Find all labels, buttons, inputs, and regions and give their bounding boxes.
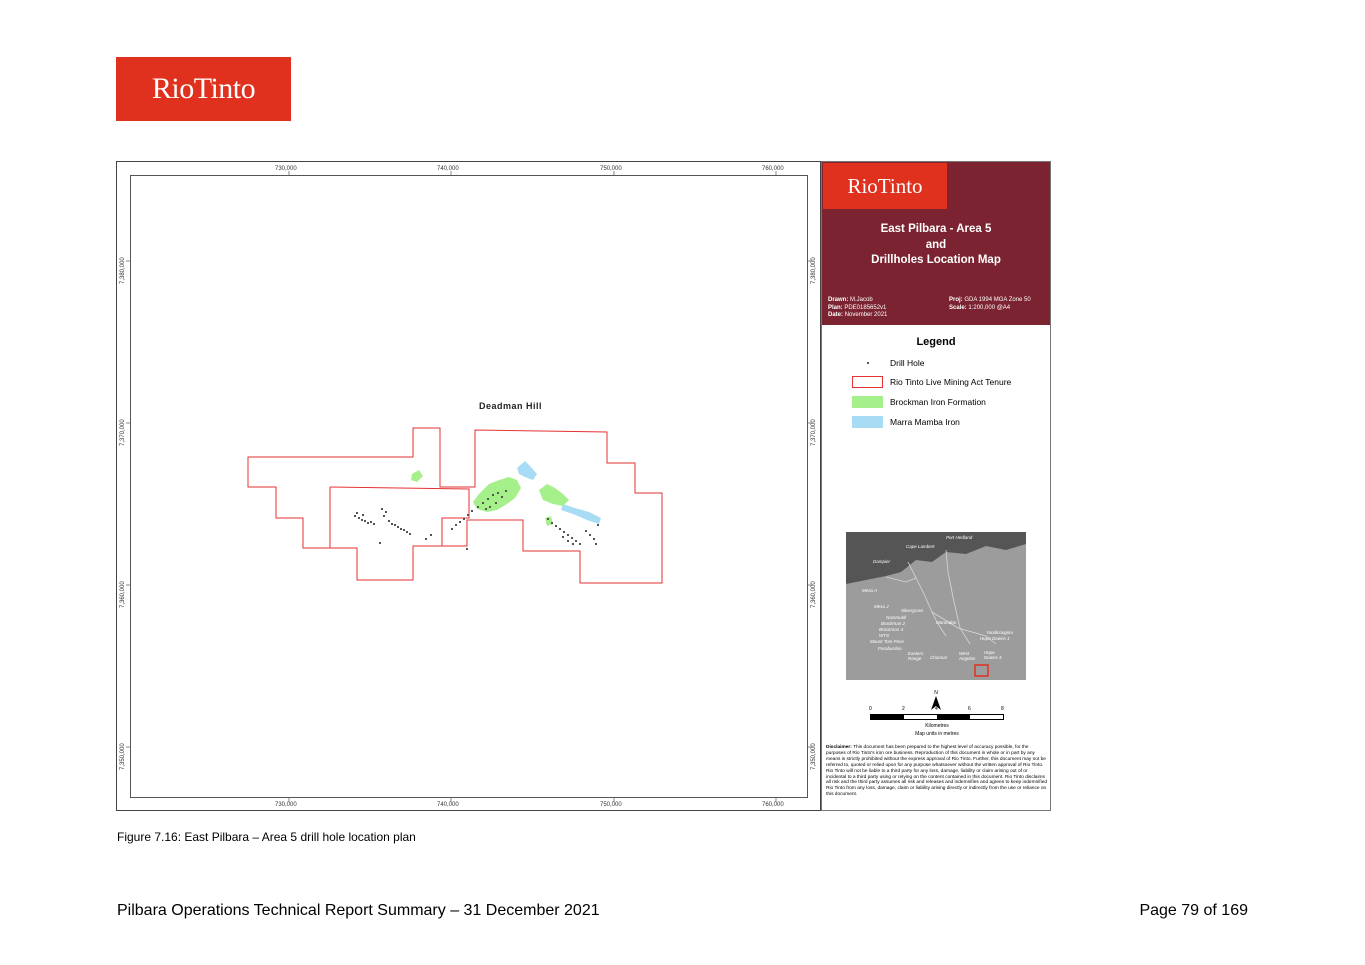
inset-label-port-hedland: Port Hedland [946,535,973,540]
y-tick-left-7380000: 7,380,000 [120,257,126,284]
inset-label-hope-downs4: Hope Downs 4 [984,650,1002,660]
drill-hole [477,506,479,508]
inset-label-cape-lambert: Cape Lambert [906,544,935,549]
inset-label-mesa-j: Mesa J [874,604,889,609]
scale-unit: Kilometres [925,723,949,729]
inset-label-marandoo: Marandoo [936,620,957,625]
drill-hole [466,548,468,550]
drill-hole [385,511,387,513]
inset-label-channar: Channar [930,655,948,660]
y-tick-right-7370000: 7,370,000 [811,419,817,446]
drill-hole [572,543,574,545]
drill-hole [563,531,565,533]
drill-hole [354,515,356,517]
map-title [822,222,1050,269]
map-legend-panel [821,161,1051,811]
map-meta-left [828,297,887,320]
drill-hole [505,490,507,492]
inset-label-nammuldi: Nammuldi [886,615,907,620]
map-title-line1: East Pilbara - Area 5 [880,223,992,235]
figure-caption: Figure 7.16: East Pilbara – Area 5 drill hole location plan [117,830,416,844]
inset-label-mesa-a: Mesa A [862,588,878,593]
scale-value: 1:200,000 @A4 [968,304,1011,311]
drill-hole-swatch [852,357,883,369]
panel-header [822,162,1050,325]
drill-hole [585,530,587,532]
scale-tick-8: 8 [1001,706,1004,712]
map-title-line3: Drillholes Location Map [871,254,1001,266]
drill-hole [559,528,561,530]
y-tick-right-7350000: 7,350,000 [811,743,817,770]
drill-hole [403,529,405,531]
map-units-note: Map units in metres [915,731,959,737]
x-tick-bottom-760000: 760,000 [762,802,784,808]
map-title-line2: and [925,238,947,251]
rio-tinto-logo [116,57,291,121]
panel-logo [823,163,947,209]
drill-hole [383,515,385,517]
drill-hole [501,496,503,498]
scale-tick-0: 0 [869,706,872,712]
drill-hole [381,508,383,510]
legend-item-brockman [852,396,986,408]
date-label: Date: [828,312,844,318]
disclaimer-text: This document has been prepared to the highest level of accuracy possible, for the purposes of Rio Tinto's iron ore business. Reproduction of this document in whole or in part by any means is strictly prohibited without the express approval of Rio Tinto. Further, this document may not be referred to, quoted or relied upon for any purpose whatsoever without the written approval of Rio Tinto. Rio Tinto will not be liable to a third party for any loss, damage, liability or claim arising out of or incidental to a third party using or relying on the content contained in this document. Rio Tinto disclaims all risk and the third party assumes all risk and releases and indemnifies and agrees to keep indemnified Rio Tinto from any loss, damage, claim or liability arising directly or indirectly from the use or reliance on this document. [826,745,1048,798]
proj-label: Proj: [949,297,963,303]
legend-item-tenure [852,376,1011,388]
x-tick-bottom-740000: 740,000 [437,802,459,808]
brockman-areas [411,470,569,526]
drill-hole [406,531,408,533]
legend-label-drill-hole: Drill Hole [890,358,925,368]
panel-logo-text: RioTinto [847,173,923,198]
drill-hole [482,502,484,504]
drill-hole [394,524,396,526]
drill-hole [555,525,557,527]
disclaimer [826,745,1048,798]
y-tick-left-7350000: 7,350,000 [120,743,126,770]
drill-hole [373,523,375,525]
drill-hole [551,522,553,524]
drill-hole [492,494,494,496]
drill-hole [451,528,453,530]
drill-hole [471,510,473,512]
drill-hole [487,498,489,500]
drill-hole [362,514,364,516]
drill-hole [430,534,432,536]
y-tick-left-7370000: 7,370,000 [120,419,126,446]
map-drawing [117,162,822,812]
drill-hole [579,543,581,545]
inset-label-brockman4: Brockman 4 [879,627,904,632]
inset-label-brockman2: Brockman 2 [881,621,906,626]
inset-label-silvergrass: Silvergrass [901,608,924,613]
footer-title: Pilbara Operations Technical Report Summary – 31 December 2021 [117,902,600,919]
y-tick-right-7380000: 7,380,000 [811,257,817,284]
proj-value: GDA 1994 MGA Zone 50 [964,297,1031,303]
drill-hole [489,506,491,508]
drill-hole [595,543,597,545]
legend-title: Legend [916,336,956,348]
drawn-value: M.Jacob [850,297,873,303]
legend-label-tenure: Rio Tinto Live Mining Act Tenure [890,377,1012,387]
drill-hole [567,534,569,536]
drill-hole [361,519,363,521]
y-tick-right-7360000: 7,360,000 [811,581,817,608]
drill-hole [575,540,577,542]
drill-hole [370,521,372,523]
tenure-boundaries [248,428,662,583]
x-tick-top-750000: 750,000 [600,166,622,172]
north-label: N [934,690,938,696]
inset-label-yandicoogina: Yandicoogina [986,630,1013,635]
deadman-hill-label: Deadman Hill [479,401,543,411]
drill-hole [497,492,499,494]
drill-hole [485,508,487,510]
inset-label-hope-downs1: Hope Downs 1 [980,636,1010,641]
drill-hole [562,536,564,538]
drill-hole [571,537,573,539]
drill-hole [567,540,569,542]
drill-hole [364,520,366,522]
inset-label-mount-tom-price: Mount Tom Price [870,639,904,644]
map-meta-right [949,297,1031,312]
drill-hole [597,524,599,526]
x-tick-bottom-750000: 750,000 [600,802,622,808]
drill-hole [467,514,469,516]
brockman-swatch [852,396,883,408]
legend-item-marra-mamba [852,416,960,428]
drill-hole [356,512,358,514]
drill-hole [391,523,393,525]
drill-hole [589,534,591,536]
date-value: November 2021 [844,312,888,318]
drill-hole [463,518,465,520]
drill-hole [425,538,427,540]
scale-tick-4: 4 [935,706,938,712]
map-frame [116,161,821,811]
disclaimer-label: Disclaimer: [826,745,852,750]
drill-hole [455,524,457,526]
legend-label-marra-mamba: Marra Mamba Iron [890,417,960,427]
x-tick-bottom-730000: 730,000 [275,802,297,808]
inset-label-wts: WTS [879,633,889,638]
drill-hole [358,517,360,519]
logo-text: RioTinto [151,72,256,105]
legend-label-brockman: Brockman Iron Formation [890,397,986,407]
inset-label-eastern-range: Eastern Range [908,651,924,661]
drill-hole [495,502,497,504]
drill-hole [397,526,399,528]
locality-inset-map [846,532,1026,680]
x-tick-top-740000: 740,000 [437,166,459,172]
inset-label-west-angelas: West Angelas [959,651,976,661]
scale-tick-6: 6 [968,706,971,712]
x-tick-top-760000: 760,000 [762,166,784,172]
scale-bar-graphic [870,714,1004,720]
drill-hole [459,521,461,523]
page-number: Page 79 of 169 [1139,902,1248,919]
inset-label-paraburdoo: Paraburdoo [878,646,902,651]
legend-item-drill-hole [852,357,924,369]
drill-hole [547,518,549,520]
drill-hole [388,520,390,522]
drill-hole [400,528,402,530]
tenure-swatch [852,376,883,388]
plan-value: PDE0185652v1 [844,304,887,311]
plan-label: Plan: [828,304,843,311]
scale-bar [869,706,1004,737]
x-tick-top-730000: 730,000 [275,166,297,172]
y-tick-left-7360000: 7,360,000 [120,581,126,608]
inset-label-dampier: Dampier [873,559,891,564]
drill-hole [593,538,595,540]
drill-hole [379,542,381,544]
drill-hole [367,522,369,524]
scale-tick-2: 2 [902,706,905,712]
drawn-label: Drawn: [828,297,849,303]
scale-label: Scale: [949,304,967,311]
drill-hole [409,533,411,535]
marra-mamba-swatch [852,416,883,428]
